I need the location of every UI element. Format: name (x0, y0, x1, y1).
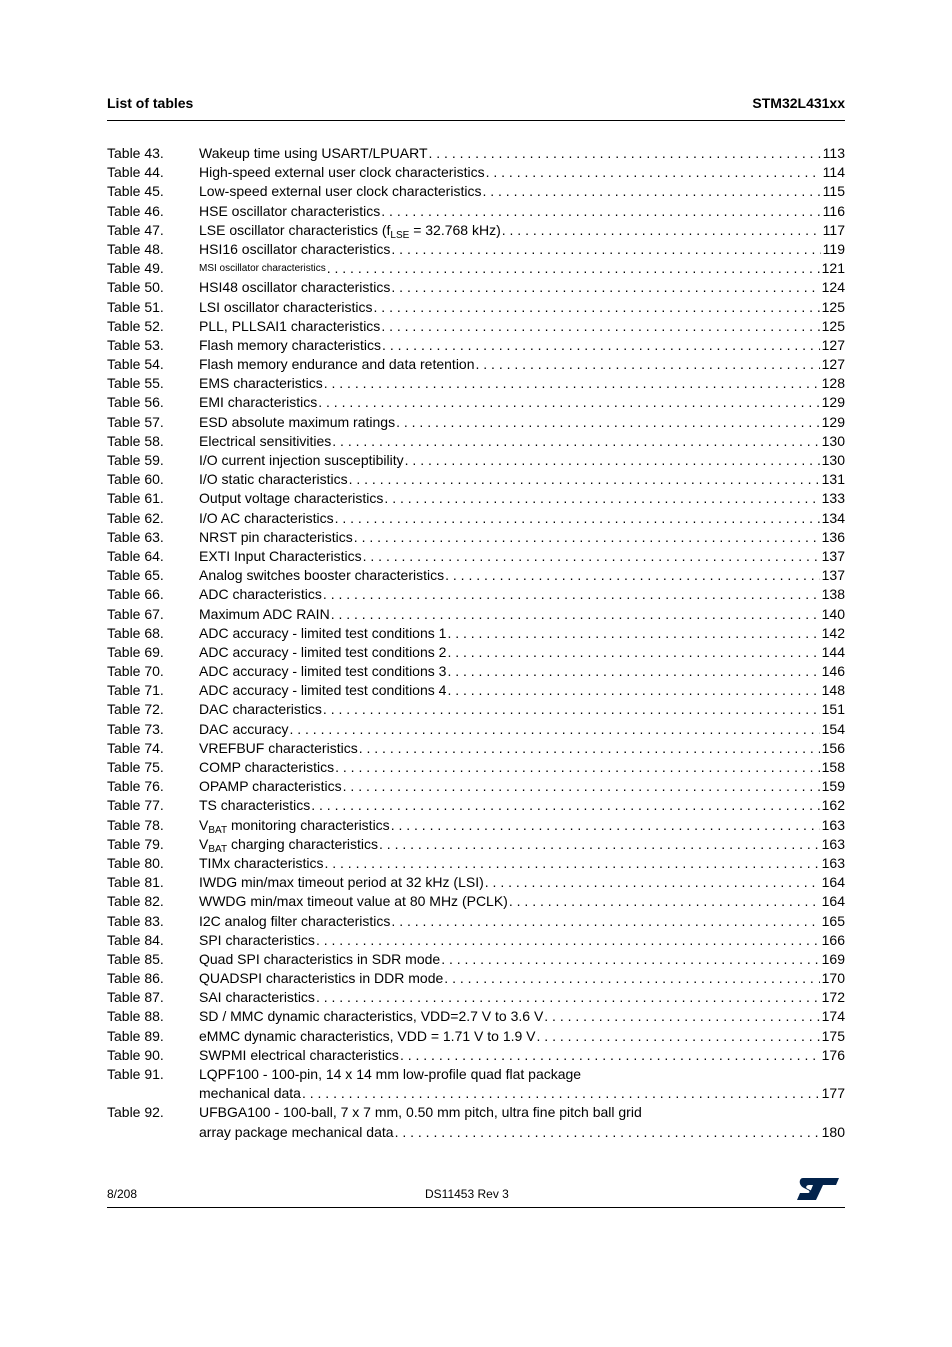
table-title: HSE oscillator characteristics (199, 202, 381, 219)
toc-entry[interactable] (107, 317, 845, 336)
table-title: VREFBUF characteristics (199, 739, 358, 756)
table-number: Table 81. (107, 874, 164, 891)
table-number: Table 66. (107, 586, 164, 603)
table-number: Table 84. (107, 931, 164, 948)
table-title: V (199, 835, 209, 852)
page-reference: 148 (821, 682, 845, 699)
page-reference: 116 (822, 202, 845, 219)
table-number: Table 60. (107, 471, 164, 488)
toc-entry[interactable] (107, 489, 845, 508)
toc-entry[interactable] (107, 777, 845, 796)
table-number: Table 88. (107, 1008, 164, 1025)
page-reference: 130 (821, 452, 845, 468)
dot-leader (322, 585, 820, 604)
table-title: Output voltage characteristics (199, 490, 384, 507)
table-number: Table 78. (107, 816, 164, 833)
st-logo-icon (795, 1175, 841, 1203)
dot-leader (399, 1046, 820, 1065)
toc-entry[interactable] (107, 892, 845, 911)
table-title: I2C analog filter characteristics (199, 912, 391, 929)
toc-entry[interactable] (107, 470, 845, 489)
table-title: TIMx characteristics (199, 854, 324, 871)
table-number: Table 50. (107, 279, 164, 296)
page-reference: 115 (822, 183, 845, 200)
page-reference: 158 (821, 759, 845, 775)
table-title: SAI characteristics (199, 989, 315, 1006)
dot-leader (348, 470, 820, 489)
table-title: ADC accuracy - limited test conditions 2 (199, 643, 447, 660)
toc-entry[interactable] (107, 259, 845, 278)
page-reference: 176 (821, 1046, 845, 1063)
dot-leader (395, 413, 820, 432)
table-title: I/O current injection susceptibility (199, 452, 404, 468)
dot-leader (501, 221, 821, 240)
table-number: Table 55. (107, 375, 164, 392)
toc-entry[interactable] (107, 681, 845, 700)
table-title: ESD absolute maximum ratings (199, 413, 396, 430)
table-number: Table 44. (107, 164, 164, 181)
page-reference: 133 (821, 490, 845, 507)
page-reference: 127 (821, 356, 845, 373)
dot-leader (381, 336, 820, 355)
table-title: LQPF100 - 100-pin, 14 x 14 mm low-profile quad flat package (199, 1066, 582, 1082)
page-reference: 140 (821, 605, 845, 622)
page-reference: 124 (821, 279, 845, 296)
table-title: High-speed external user clock characteristics (199, 164, 485, 181)
table-title: Flash memory characteristics (199, 336, 382, 353)
table-number: Table 53. (107, 336, 164, 353)
page-reference: 119 (822, 240, 845, 257)
page-reference: 154 (821, 720, 845, 737)
page-reference: 166 (821, 931, 845, 948)
table-title: UFBGA100 - 100-ball, 7 x 7 mm, 0.50 mm pitch, ultra fine pitch ball grid (199, 1104, 642, 1121)
dot-leader (358, 739, 820, 758)
dot-leader (443, 969, 819, 988)
page-reference: 172 (821, 989, 845, 1006)
table-number: Table 74. (107, 739, 164, 756)
table-number: Table 83. (107, 912, 164, 929)
page-reference: 131 (821, 471, 845, 488)
page-reference: 163 (821, 854, 845, 871)
dot-leader (390, 278, 819, 297)
page-reference: 146 (821, 663, 845, 680)
toc-entry[interactable] (107, 873, 845, 892)
table-title (199, 835, 378, 854)
toc-entry[interactable] (107, 796, 845, 815)
list-of-tables (107, 144, 845, 1142)
dot-leader (394, 1123, 820, 1142)
table-number: Table 48. (107, 240, 164, 257)
toc-entry[interactable] (107, 1007, 845, 1026)
table-title: LSI oscillator characteristics (199, 298, 373, 315)
toc-entry[interactable] (107, 278, 845, 297)
dot-leader (383, 489, 819, 508)
toc-entry[interactable] (107, 182, 845, 201)
table-number: Table 61. (107, 490, 164, 507)
table-number: Table 51. (107, 298, 164, 315)
page-reference: 134 (821, 509, 845, 526)
dot-leader (373, 298, 820, 317)
toc-entry[interactable] (107, 393, 845, 412)
toc-entry[interactable] (107, 816, 845, 835)
table-number: Table 49. (107, 260, 164, 277)
table-number: Table 68. (107, 624, 164, 641)
page-reference: 125 (821, 298, 845, 315)
toc-entry[interactable] (107, 912, 845, 931)
dot-leader (440, 950, 819, 969)
page-reference: 121 (821, 260, 845, 277)
toc-entry[interactable] (107, 451, 845, 470)
toc-entry[interactable] (107, 298, 845, 317)
dot-leader (317, 393, 819, 412)
page-reference: 137 (821, 567, 845, 584)
table-number: Table 43. (107, 145, 164, 161)
table-title: SD / MMC dynamic characteristics, VDD=2.7 V to 3.6 V (199, 1008, 544, 1025)
table-title: DAC accuracy (199, 720, 289, 737)
table-title: WWDG min/max timeout value at 80 MHz (PCLK) (199, 893, 508, 910)
table-title: Wakeup time using USART/LPUART (199, 145, 428, 161)
page-reference: 130 (821, 432, 845, 449)
toc-entry[interactable] (107, 720, 845, 739)
page-reference: 114 (822, 164, 845, 181)
page-footer (107, 1175, 845, 1208)
dot-leader (485, 163, 821, 182)
toc-entry[interactable] (107, 432, 845, 451)
table-number: Table 52. (107, 317, 164, 334)
toc-entry[interactable] (107, 566, 845, 585)
dot-leader (334, 758, 820, 777)
page-reference: 136 (821, 528, 845, 545)
page-reference: 180 (821, 1123, 845, 1140)
table-number: Table 54. (107, 356, 164, 373)
toc-entry[interactable] (107, 643, 845, 662)
table-title: EXTI Input Characteristics (199, 547, 362, 564)
table-title: ADC accuracy - limited test conditions 1 (199, 624, 447, 641)
dot-leader (315, 931, 820, 950)
dot-leader (444, 566, 820, 585)
table-number: Table 45. (107, 183, 164, 200)
dot-leader (508, 892, 820, 911)
toc-entry[interactable] (107, 221, 845, 240)
table-number: Table 63. (107, 528, 164, 545)
table-title: PLL, PLLSAI1 characteristics (199, 317, 381, 334)
table-title: monitoring characteristics (227, 816, 390, 833)
dot-leader (390, 240, 820, 259)
table-number: Table 47. (107, 221, 164, 238)
toc-entry[interactable] (107, 758, 845, 777)
page-reference: 137 (821, 547, 845, 564)
toc-entry[interactable] (107, 700, 845, 719)
table-number: Table 70. (107, 663, 164, 680)
toc-entry[interactable] (107, 547, 845, 566)
dot-leader (536, 1027, 820, 1046)
table-title: ADC accuracy - limited test conditions 4 (199, 682, 447, 699)
table-number: Table 92. (107, 1104, 164, 1121)
table-number: Table 64. (107, 547, 164, 564)
table-number: Table 87. (107, 989, 164, 1006)
table-title: EMS characteristics (199, 375, 323, 392)
table-title: array package mechanical data (199, 1123, 394, 1140)
dot-leader (446, 643, 819, 662)
table-title: Electrical sensitivities (199, 432, 332, 449)
page-reference: 117 (822, 221, 845, 238)
toc-entry[interactable] (107, 1046, 845, 1065)
table-title: EMI characteristics (199, 394, 318, 411)
dot-leader (543, 1007, 819, 1026)
dot-leader (326, 259, 820, 278)
table-title: OPAMP characteristics (199, 778, 342, 795)
table-number: Table 91. (107, 1066, 164, 1082)
table-title: MSI oscillator characteristics (199, 263, 326, 275)
table-number: Table 90. (107, 1046, 164, 1063)
dot-leader (481, 182, 820, 201)
table-number: Table 65. (107, 567, 164, 584)
toc-entry[interactable] (107, 854, 845, 873)
table-number: Table 46. (107, 202, 164, 219)
table-title-subscript: LSE (390, 229, 410, 241)
table-title: mechanical data (199, 1085, 301, 1102)
toc-entry[interactable] (107, 988, 845, 1007)
page-reference: 175 (821, 1027, 845, 1044)
table-title: ADC characteristics (199, 586, 322, 603)
table-title-subscript: BAT (208, 843, 228, 855)
dot-leader (342, 777, 820, 796)
dot-leader (331, 432, 819, 451)
page-reference: 151 (821, 701, 845, 718)
dot-leader (404, 451, 820, 470)
dot-leader (315, 988, 820, 1007)
table-number: Table 89. (107, 1027, 164, 1044)
toc-entry[interactable] (107, 835, 845, 854)
page-reference: 163 (821, 835, 845, 852)
table-title (199, 221, 501, 240)
toc-entry[interactable] (107, 413, 845, 432)
toc-entry[interactable] (107, 163, 845, 182)
page-reference: 144 (821, 643, 845, 660)
toc-entry[interactable] (107, 969, 845, 988)
table-number: Table 58. (107, 432, 164, 449)
dot-leader (446, 681, 819, 700)
table-title: charging characteristics (227, 835, 379, 852)
page-reference: 164 (821, 874, 845, 891)
toc-entry[interactable] (107, 950, 845, 969)
table-title: LSE oscillator characteristics (f (199, 221, 391, 238)
page-reference: 156 (821, 739, 845, 756)
page-reference: 162 (821, 797, 845, 814)
toc-entry[interactable] (107, 1103, 845, 1141)
page-reference: 129 (821, 394, 845, 411)
part-number: STM32L431xx (752, 95, 845, 111)
table-title: ADC accuracy - limited test conditions 3 (199, 663, 447, 680)
dot-leader (322, 700, 820, 719)
table-number: Table 69. (107, 643, 164, 660)
table-number: Table 80. (107, 854, 164, 871)
dot-leader (378, 835, 820, 854)
document-revision: DS11453 Rev 3 (425, 1187, 509, 1201)
toc-entry[interactable] (107, 585, 845, 604)
table-title: HSI48 oscillator characteristics (199, 279, 391, 296)
dot-leader (484, 873, 820, 892)
dot-leader (380, 317, 819, 336)
table-title: Analog switches booster characteristics (199, 567, 445, 584)
table-number: Table 62. (107, 509, 164, 526)
page-reference: 127 (821, 336, 845, 353)
page-reference: 129 (821, 413, 845, 430)
dot-leader (446, 662, 819, 681)
dot-leader (446, 624, 819, 643)
page-header (107, 93, 845, 121)
page-reference: 128 (821, 375, 845, 392)
page-reference: 138 (821, 586, 845, 603)
table-title: Low-speed external user clock characteristics (199, 183, 482, 200)
dot-leader (428, 144, 821, 163)
table-number: Table 67. (107, 605, 164, 622)
dot-leader (475, 355, 820, 374)
dot-leader (330, 605, 820, 624)
table-number: Table 73. (107, 720, 164, 737)
toc-entry[interactable] (107, 739, 845, 758)
table-title: SPI characteristics (199, 931, 315, 948)
table-title: eMMC dynamic characteristics, VDD = 1.71 V to 1.9 V (199, 1027, 536, 1044)
table-title: SWPMI electrical characteristics (199, 1046, 399, 1063)
dot-leader (353, 528, 820, 547)
toc-entry[interactable] (107, 528, 845, 547)
page-number: 8/208 (107, 1187, 138, 1201)
toc-entry[interactable] (107, 144, 845, 163)
page-reference: 169 (821, 950, 845, 967)
table-title: Flash memory endurance and data retention (199, 356, 475, 373)
section-title: List of tables (107, 95, 194, 111)
table-number: Table 82. (107, 893, 164, 910)
page-reference: 177 (821, 1085, 845, 1102)
page-reference: 163 (821, 816, 845, 833)
toc-entry[interactable] (107, 605, 845, 624)
table-number: Table 75. (107, 759, 164, 775)
toc-entry[interactable] (107, 509, 845, 528)
page-reference: 125 (821, 317, 845, 334)
page-reference: 170 (821, 970, 845, 987)
dot-leader (301, 1084, 820, 1103)
table-number: Table 86. (107, 970, 164, 987)
table-number: Table 56. (107, 394, 164, 411)
dot-leader (288, 720, 819, 739)
page-reference: 174 (821, 1008, 845, 1025)
page-reference: 159 (821, 778, 845, 795)
table-title: Quad SPI characteristics in SDR mode (199, 950, 441, 967)
toc-entry[interactable] (107, 336, 845, 355)
table-number: Table 77. (107, 797, 164, 814)
table-title: IWDG min/max timeout period at 32 kHz (LSI) (199, 874, 484, 891)
table-number: Table 57. (107, 413, 164, 430)
toc-entry[interactable] (107, 355, 845, 374)
table-number: Table 79. (107, 835, 164, 852)
table-number: Table 76. (107, 778, 164, 795)
table-title: I/O AC characteristics (199, 509, 334, 526)
toc-entry[interactable] (107, 202, 845, 221)
toc-entry[interactable] (107, 1027, 845, 1046)
table-title: V (199, 816, 209, 833)
dot-leader (310, 796, 819, 815)
dot-leader (362, 547, 820, 566)
page-reference: 164 (821, 893, 845, 910)
toc-entry[interactable] (107, 931, 845, 950)
table-title: = 32.768 kHz) (409, 221, 501, 238)
dot-leader (323, 854, 819, 873)
table-number: Table 72. (107, 701, 164, 718)
page-reference: 142 (821, 624, 845, 641)
table-title: Maximum ADC RAIN (199, 605, 330, 622)
toc-entry[interactable] (107, 240, 845, 259)
table-title: DAC characteristics (199, 701, 322, 718)
table-title: QUADSPI characteristics in DDR mode (199, 970, 444, 987)
table-title: TS characteristics (199, 797, 311, 814)
dot-leader (380, 202, 820, 221)
dot-leader (390, 912, 819, 931)
toc-entry[interactable] (107, 1065, 845, 1103)
table-title (199, 816, 390, 835)
table-title-subscript: BAT (208, 824, 228, 836)
toc-entry[interactable] (107, 662, 845, 681)
table-title: NRST pin characteristics (199, 528, 353, 545)
table-number: Table 85. (107, 950, 164, 967)
dot-leader (334, 509, 820, 528)
page-reference: 113 (822, 145, 845, 161)
toc-entry[interactable] (107, 374, 845, 393)
table-title: I/O static characteristics (199, 471, 348, 488)
toc-entry[interactable] (107, 624, 845, 643)
dot-leader (323, 374, 820, 393)
table-title: COMP characteristics (199, 759, 335, 775)
table-number: Table 71. (107, 682, 164, 699)
dot-leader (390, 816, 820, 835)
table-title: HSI16 oscillator characteristics (199, 240, 391, 257)
table-number: Table 59. (107, 452, 164, 468)
page-reference: 165 (821, 912, 845, 929)
